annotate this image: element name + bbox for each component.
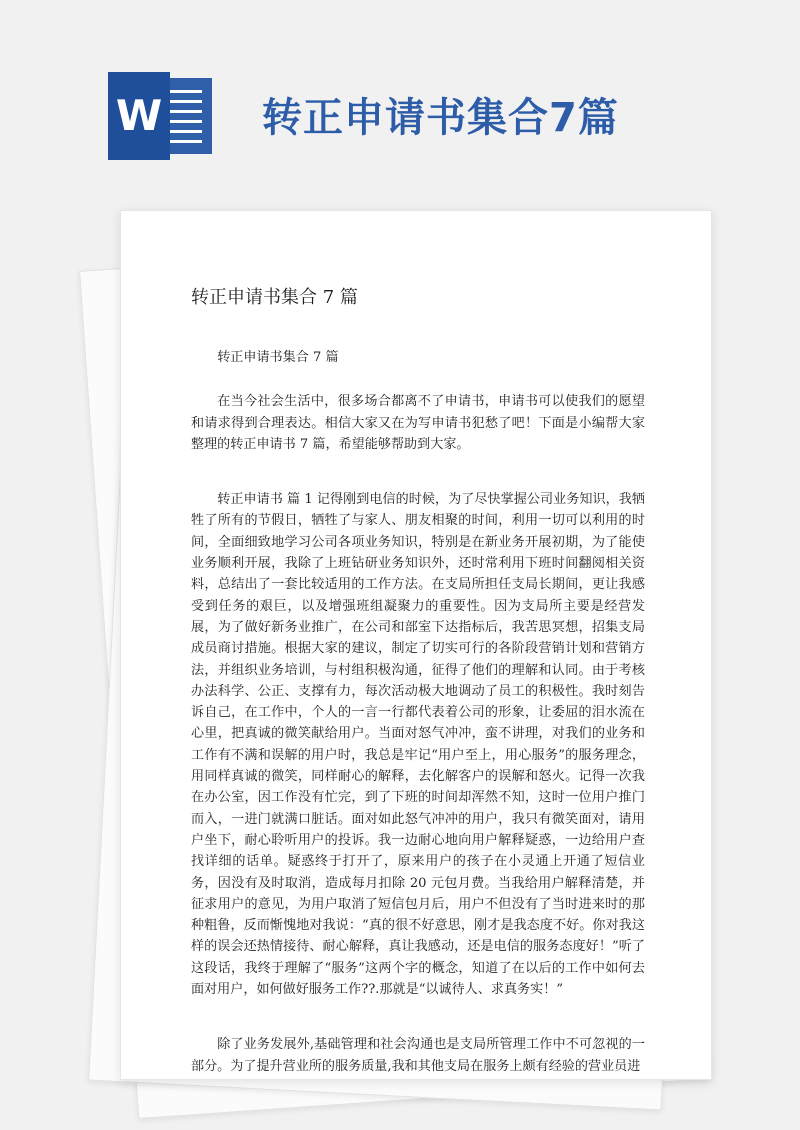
- intro-paragraph: 在当今社会生活中，很多场合都离不了申请书，申请书可以使我们的愿望和请求得到合理表达。相信大家又在为写申请书犯愁了吧！下面是小编帮大家整理的转正申请书 7 篇，希望能够帮助到大家。: [191, 394, 645, 452]
- word-logo-icon: [108, 72, 212, 160]
- document-subtitle: 转正申请书集合 7 篇: [217, 350, 339, 365]
- body-paragraph: 除了业务发展外,基础管理和社会沟通也是支局所管理工作中不可忽视的一部分。为了提升营业所的服务质量,我和其他支局在服务上颇有经验的营业员进: [191, 1037, 645, 1074]
- page-title: 转正申请书集合7篇: [262, 95, 619, 141]
- document-title: 转正申请书集合 7 篇: [191, 287, 358, 308]
- document-body: [191, 347, 645, 1077]
- body-paragraph: 转正申请书 篇 1 记得刚到电信的时候，为了尽快掌握公司业务知识，我牺牲了所有的节假日，牺牲了与家人、朋友相聚的时间，利用一切可以利用的时间，全面细致地学习公司各项业务知识，特别是在新业务开展初期，为了能使业务顺利开展，我除了上班钻研业务知识外，还时常利用下班时间翻阅相关资料，总结出了一套比较适用的工作方法。在支局所担任支局长期间，更让我感受到任务的艰巨，以及增强班组凝聚力的重要性。因为支局所主要是经营发展，为了做好新务业推广，在公司和部室下达指标后，我苦思冥想，招集支局成员商讨措施。根据大家的建议，制定了切实可行的各阶段营销计划和营销方法，并组织业务培训，与村组积极沟通，征得了他们的理解和认同。由于考核办法科学、公正、支撑有力，每次活动极大地调动了员工的积极性。我时刻告诉自己，在工作中，个人的一言一行都代表着公司的形象，让委屈的泪水流在心里，把真诚的微笑献给用户。当面对怒气冲冲，蛮不讲理，对我们的业务和工作有不满和误解的用户时，我总是牢记“用户至上，用心服务”的服务理念，用同样真诚的微笑，同样耐心的解释，去化解客户的误解和怒火。记得一次我在办公室，因工作没有忙完，到了下班的时间却浑然不知，这时一位用户推门而入，一进门就满口脏话。面对如此怒气冲冲的用户，我只有微笑面对，请用户坐下，耐心聆听用户的投诉。我一边耐心地向用户解释疑惑，一边给用户查找详细的话单。疑惑终于打开了，原来用户的孩子在小灵通上开通了短信业务，因没有及时取消，造成每月扣除 20 元包月费。当我给用户解释清楚，并征求用户的意见，为用户取消了短信包月后，用户不但没有了当时进来时的那种粗鲁，反而惭愧地对我说：“真的很不好意思，刚才是我态度不好。你对我这样的误会还热情接待、耐心解释，真让我感动，还是电信的服务态度好！”听了这段话，我终于理解了“服务”这两个字的概念，知道了在以后的工作中如何去面对用户，如何做好服务工作??.那就是“以诚待人、求真务实！”: [191, 492, 645, 998]
- logo-letter: W: [108, 72, 170, 160]
- document-page: [120, 210, 712, 1080]
